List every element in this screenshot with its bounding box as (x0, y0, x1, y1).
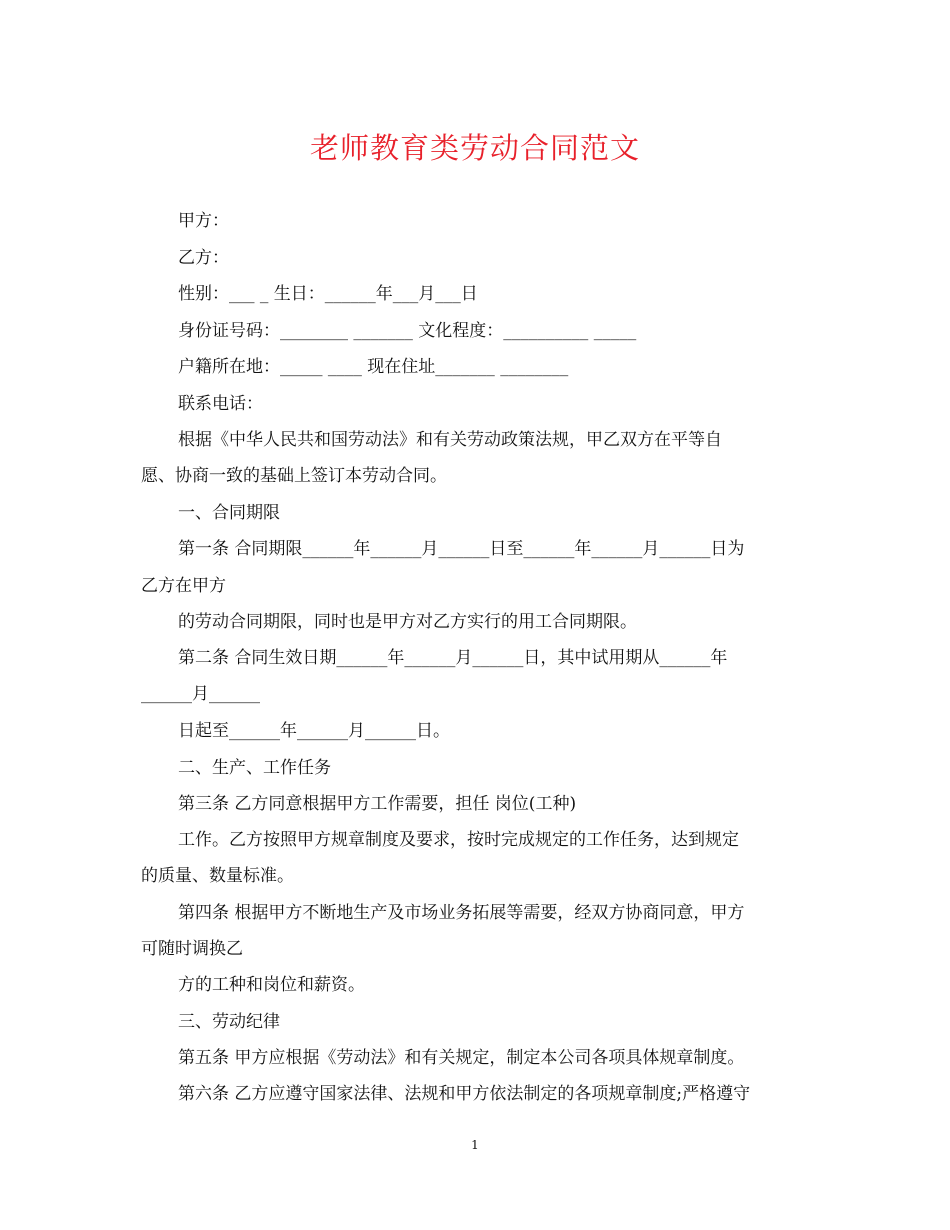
preamble-line-2: 愿、协商一致的基础上签订本劳动合同。 (141, 466, 447, 486)
section-heading-1: 一、合同期限 (178, 503, 280, 523)
gender-birthday-line: 性别：___ _ 生日：______年___月___日 (178, 284, 478, 304)
party-a-line: 甲方： (178, 211, 229, 231)
page-number: 1 (471, 1138, 479, 1152)
article-2-line-2: ______月______ (141, 684, 260, 704)
article-2-line-3: 日起至______年______月______日。 (178, 721, 450, 741)
document-title: 老师教育类劳动合同范文 (309, 131, 640, 165)
id-education-line: 身份证号码：________ _______ 文化程度：__________ _____ (178, 321, 637, 341)
preamble-line-1: 根据《中华人民共和国劳动法》和有关劳动政策法规，甲乙双方在平等自 (178, 430, 722, 450)
article-4-line-2: 可随时调换乙 (141, 939, 243, 959)
article-3-line-2: 工作。乙方按照甲方规章制度及要求，按时完成规定的工作任务，达到规定 (178, 830, 739, 850)
article-6-line-1: 第六条 乙方应遵守国家法律、法规和甲方依法制定的各项规章制度;严格遵守 (178, 1084, 751, 1104)
party-b-line: 乙方： (178, 248, 229, 268)
article-1-line-3: 的劳动合同期限，同时也是甲方对乙方实行的用工合同期限。 (178, 612, 637, 632)
article-1-line-1: 第一条 合同期限______年______月______日至______年______月______日为 (178, 539, 745, 559)
section-heading-2: 二、生产、工作任务 (178, 758, 331, 778)
article-4-line-1: 第四条 根据甲方不断地生产及市场业务拓展等需要，经双方协商同意，甲方 (178, 903, 745, 923)
address-line: 户籍所在地：_____ ____ 现在住址_______ ________ (178, 357, 569, 377)
article-4-line-3: 方的工种和岗位和薪资。 (178, 975, 365, 995)
article-5-line-1: 第五条 甲方应根据《劳动法》和有关规定，制定本公司各项具体规章制度。 (178, 1048, 745, 1068)
article-2-line-1: 第二条 合同生效日期______年______月______日，其中试用期从______年 (178, 648, 728, 668)
article-1-line-2: 乙方在甲方 (141, 576, 226, 596)
article-3-line-1: 第三条 乙方同意根据甲方工作需要，担任 岗位(工种) (178, 794, 577, 814)
phone-line: 联系电话： (178, 394, 263, 414)
section-heading-3: 三、劳动纪律 (178, 1012, 280, 1032)
article-3-line-3: 的质量、数量标准。 (141, 866, 294, 886)
